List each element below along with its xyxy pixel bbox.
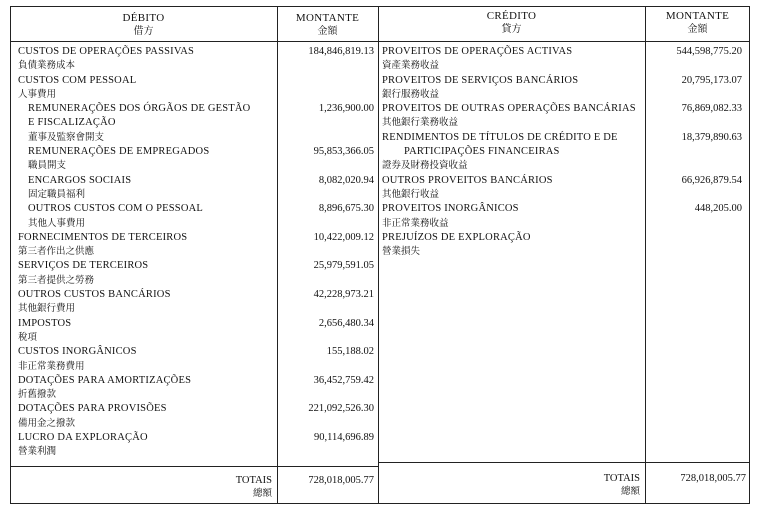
debit-item-label-zh — [18, 274, 374, 288]
debit-item-chinese: 董事及監察會開支 — [28, 131, 105, 143]
credit-item-chinese: 其他銀行業務收益 — [382, 117, 459, 129]
debit-totals-chinese: 總額 — [252, 488, 272, 499]
credit-item-label-zh — [382, 88, 742, 102]
debit-item-label-zh — [18, 360, 374, 374]
credit-totals-label — [520, 472, 640, 498]
debit-item-amount: 8,896,675.30 — [318, 203, 374, 215]
credit-item-text: OUTROS PROVEITOS BANCÁRIOS — [382, 174, 553, 186]
debit-item-amount: 90,114,696.89 — [314, 432, 374, 444]
credit-item-amount: 20,795,173.07 — [681, 74, 742, 86]
debit-item-label-zh — [18, 188, 374, 202]
debit-item-label-zh — [18, 445, 374, 459]
credit-item-label-zh — [382, 217, 742, 231]
debit-amount-header — [277, 12, 378, 38]
debit-item-chinese: 負債業務成本 — [18, 60, 76, 72]
debit-item-amount: 10,422,009.12 — [313, 231, 374, 243]
credit-amount-header-title: MONTANTE — [665, 10, 730, 22]
credit-item-chinese: 銀行服務收益 — [382, 88, 440, 100]
debit-totals-label — [150, 474, 272, 500]
credit-totals-title: TOTAIS — [603, 473, 640, 484]
debit-item-label-zh — [18, 245, 374, 259]
debit-item-label-zh — [18, 302, 374, 316]
debit-item-label — [18, 145, 374, 159]
credit-item-chinese: 其他銀行收益 — [382, 188, 440, 200]
debit-item-text: REMUNERAÇÕES DE EMPREGADOS — [28, 146, 210, 158]
credit-item-label-zh — [382, 159, 742, 173]
debit-item-chinese: 人事費用 — [18, 88, 57, 100]
debit-totals-title: TOTAIS — [235, 475, 272, 486]
debit-amount-header-chinese: 金額 — [317, 26, 338, 37]
credit-header-title: CRÉDITO — [486, 10, 537, 22]
debit-item-label — [18, 402, 374, 416]
credit-item-amount: 448,205.00 — [694, 203, 742, 215]
credit-item-label — [382, 174, 742, 188]
debit-item-chinese: 職員開支 — [28, 160, 67, 172]
credit-item-label-zh — [382, 116, 742, 130]
credit-item-label-zh — [382, 245, 742, 259]
credit-item-chinese: 證券及財務投資收益 — [382, 160, 468, 172]
credit-item-label-cont — [382, 145, 742, 159]
credit-item-label — [382, 45, 742, 59]
credit-item-text: PROVEITOS DE SERVIÇOS BANCÁRIOS — [382, 74, 579, 86]
debit-item-text: SERVIÇOS DE TERCEIROS — [18, 260, 149, 272]
debit-item-label-zh — [18, 331, 374, 345]
debit-item-chinese: 其他人事費用 — [28, 217, 86, 229]
debit-item-label-zh — [18, 131, 374, 145]
debit-item-text: ENCARGOS SOCIAIS — [28, 174, 132, 186]
debit-item-chinese: 折舊撥款 — [18, 389, 57, 401]
debit-item-label — [18, 374, 374, 388]
debit-item-label — [18, 231, 374, 245]
debit-item-amount: 36,452,759.42 — [313, 374, 374, 386]
debit-header-title: DÉBITO — [122, 12, 165, 24]
credit-item-text: PARTICIPAÇÕES FINANCEIRAS — [404, 146, 560, 158]
debit-item-label — [18, 202, 374, 216]
credit-item-label — [382, 231, 742, 245]
credit-item-text: PREJUÍZOS DE EXPLORAÇÃO — [382, 231, 531, 243]
debit-item-label-zh — [18, 159, 374, 173]
credit-item-label — [382, 74, 742, 88]
credit-items — [382, 45, 742, 259]
debit-item-amount: 8,082,020.94 — [318, 174, 374, 186]
credit-item-text: PROVEITOS DE OUTRAS OPERAÇÕES BANCÁRIAS — [382, 103, 636, 115]
debit-item-text: E FISCALIZAÇÃO — [28, 117, 116, 129]
debit-item-label — [18, 102, 374, 116]
debit-item-chinese: 稅項 — [18, 331, 38, 343]
debit-item-text: DOTAÇÕES PARA AMORTIZAÇÕES — [18, 374, 192, 386]
debit-item-label — [18, 317, 374, 331]
debit-item-chinese: 備用金之撥款 — [18, 417, 76, 429]
debit-item-text: CUSTOS DE OPERAÇÕES PASSIVAS — [18, 46, 195, 57]
debit-item-text: CUSTOS INORGÂNICOS — [18, 346, 137, 358]
credit-item-chinese: 資產業務收益 — [382, 60, 440, 72]
debit-item-chinese: 第三者提供之勞務 — [18, 274, 95, 286]
credit-amount-header-chinese: 金額 — [687, 24, 708, 35]
debit-item-text: CUSTOS COM PESSOAL — [18, 74, 137, 86]
debit-item-label-cont — [18, 116, 374, 130]
debit-item-label — [18, 431, 374, 445]
credit-item-amount: 76,869,082.33 — [681, 103, 742, 115]
debit-item-chinese: 非正常業務費用 — [18, 360, 85, 372]
debit-item-label — [18, 288, 374, 302]
debit-item-label — [18, 174, 374, 188]
credit-item-label — [382, 202, 742, 216]
credit-totals-amount: 728,018,005.77 — [680, 473, 746, 484]
debit-amount-header-title: MONTANTE — [295, 12, 360, 24]
debit-item-label-zh — [18, 59, 374, 73]
debit-item-chinese: 固定職員福利 — [28, 188, 86, 200]
debit-header-chinese: 借方 — [133, 26, 154, 37]
credit-item-amount: 18,379,890.63 — [681, 131, 742, 143]
credit-item-text: PROVEITOS DE OPERAÇÕES ACTIVAS — [382, 46, 573, 57]
debit-item-label — [18, 45, 374, 59]
debit-item-text: OUTROS CUSTOS BANCÁRIOS — [18, 289, 171, 301]
credit-totals-rule — [378, 462, 750, 463]
debit-totals-amount: 728,018,005.77 — [308, 475, 374, 486]
debit-item-label — [18, 345, 374, 359]
debit-item-amount: 25,979,591.05 — [313, 260, 374, 272]
debit-item-text: LUCRO DA EXPLORAÇÃO — [18, 432, 148, 444]
debit-items — [18, 45, 374, 460]
debit-item-amount: 42,228,973.21 — [313, 289, 374, 301]
debit-item-text: DOTAÇÕES PARA PROVISÕES — [18, 403, 167, 415]
credit-item-chinese: 營業損失 — [382, 246, 421, 258]
debit-item-amount: 184,846,819.13 — [308, 46, 374, 57]
debit-header — [10, 12, 277, 38]
debit-item-label-zh — [18, 388, 374, 402]
debit-item-chinese: 營業利潤 — [18, 446, 57, 458]
credit-item-text: PROVEITOS INORGÂNICOS — [382, 203, 519, 215]
debit-item-label-zh — [18, 88, 374, 102]
debit-item-amount: 221,092,526.30 — [308, 403, 374, 415]
credit-item-label — [382, 131, 742, 145]
credit-item-label-zh — [382, 59, 742, 73]
credit-item-amount: 66,926,879.54 — [681, 174, 742, 186]
debit-item-label-zh — [18, 217, 374, 231]
debit-item-chinese: 第三者作出之供應 — [18, 246, 95, 258]
credit-item-label-zh — [382, 188, 742, 202]
debit-item-amount: 2,656,480.34 — [318, 317, 374, 329]
debit-item-label-zh — [18, 417, 374, 431]
credit-header — [378, 10, 645, 36]
debit-item-text: REMUNERAÇÕES DOS ÓRGÃOS DE GESTÃO — [28, 103, 251, 115]
credit-item-label — [382, 102, 742, 116]
credit-amount-header — [645, 10, 750, 36]
header-rule — [10, 41, 750, 42]
credit-item-text: RENDIMENTOS DE TÍTULOS DE CRÉDITO E DE — [382, 131, 618, 143]
credit-item-chinese: 非正常業務收益 — [382, 217, 449, 229]
debit-item-text: FORNECIMENTOS DE TERCEIROS — [18, 231, 188, 243]
debit-item-text: IMPOSTOS — [18, 317, 72, 329]
credit-item-amount: 544,598,775.20 — [676, 46, 742, 57]
debit-item-text: OUTROS CUSTOS COM O PESSOAL — [28, 203, 203, 215]
debit-totals-rule — [10, 466, 378, 467]
credit-totals-chinese: 總額 — [620, 486, 640, 497]
debit-item-amount: 95,853,366.05 — [313, 146, 374, 158]
debit-item-chinese: 其他銀行費用 — [18, 303, 76, 315]
debit-item-label — [18, 259, 374, 273]
debit-item-amount: 155,188.02 — [326, 346, 374, 358]
debit-item-amount: 1,236,900.00 — [318, 103, 374, 115]
credit-header-chinese: 貸方 — [501, 24, 522, 35]
debit-item-label — [18, 74, 374, 88]
divider-debit-credit — [378, 6, 379, 504]
